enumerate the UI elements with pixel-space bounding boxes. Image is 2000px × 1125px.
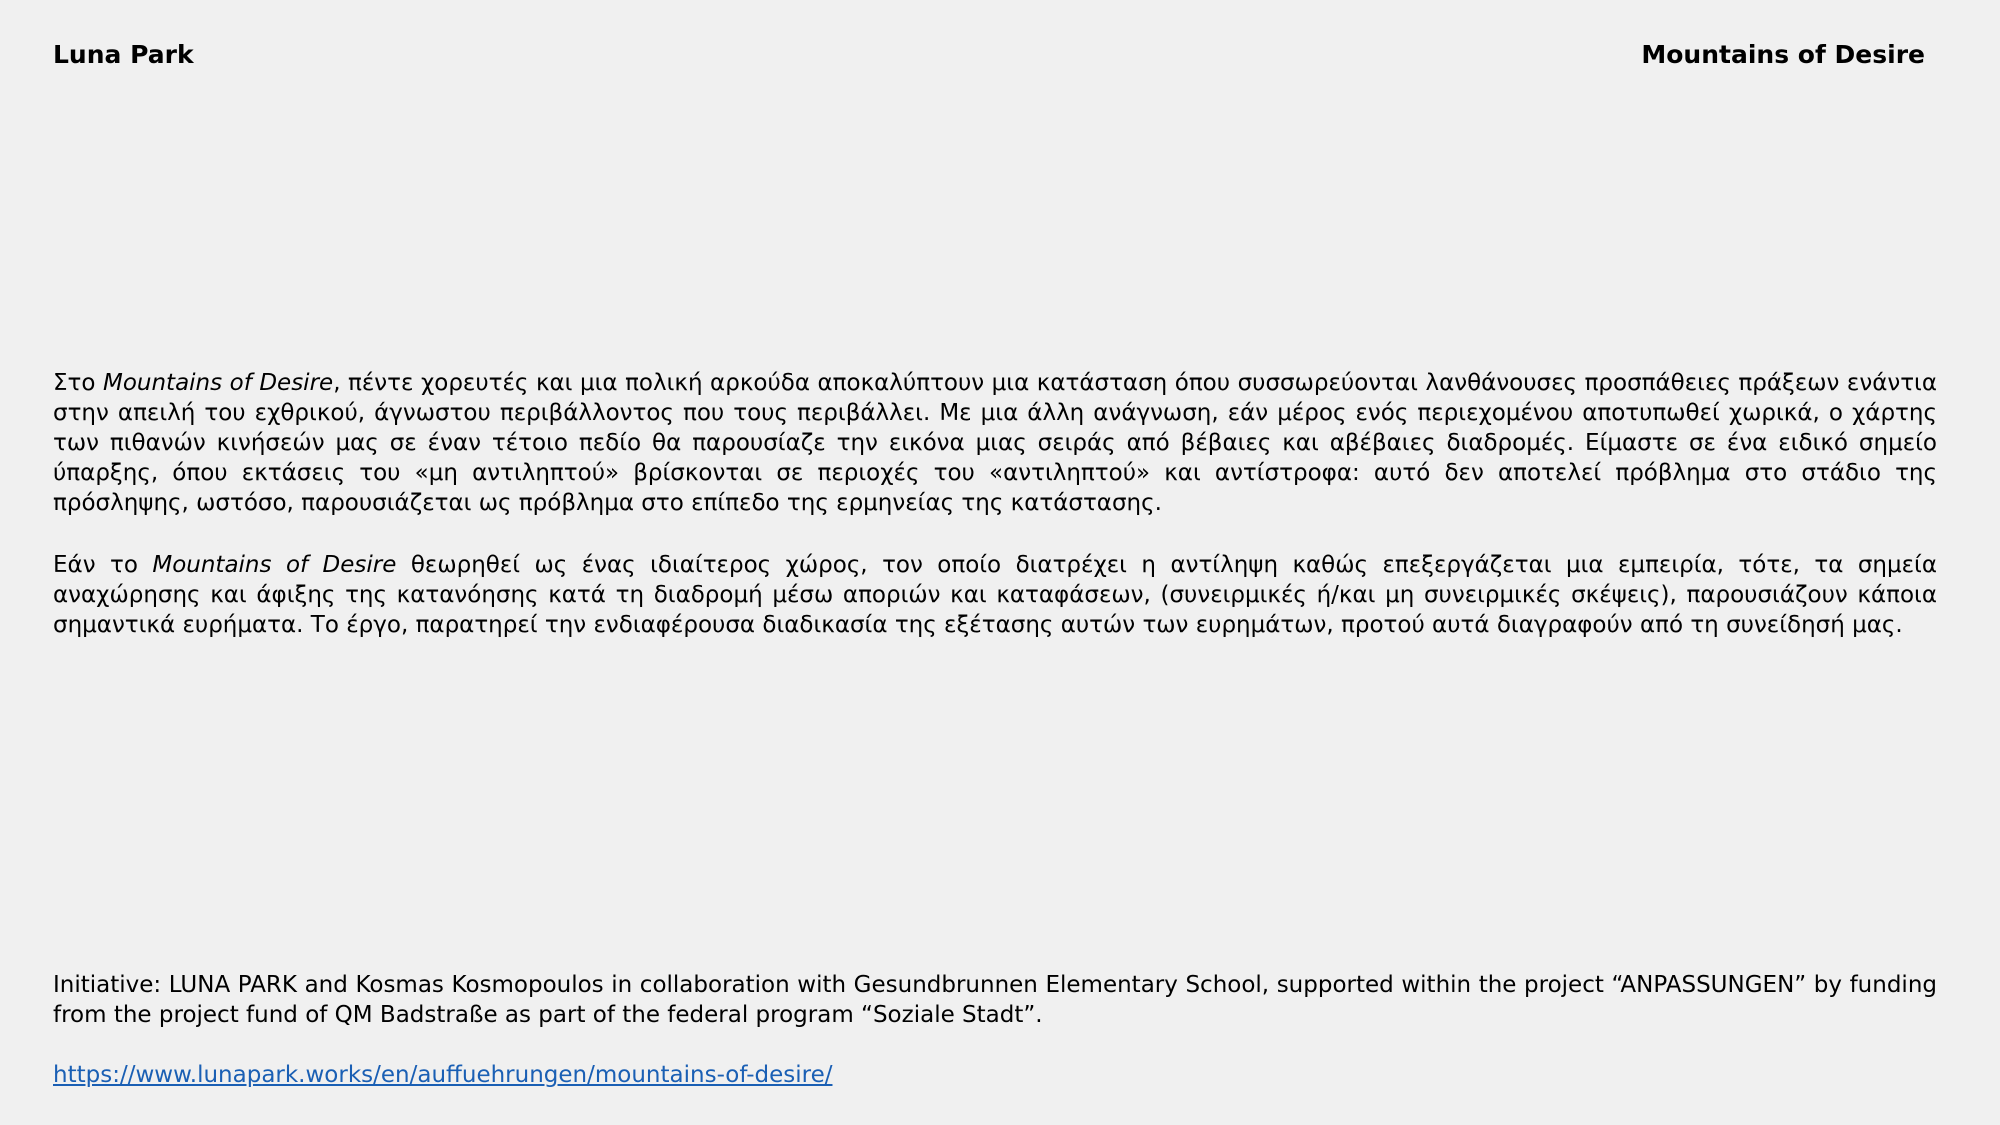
paragraph-2-work-title: Mountains of Desire [152,552,397,578]
description-paragraph-2 [53,550,1937,640]
description-paragraph-1 [53,368,1937,518]
header-right-title: Mountains of Desire [1641,40,1925,69]
paragraph-2-text: θεωρηθεί ως ένας ιδιαίτερος χώρος, τον οποίο διατρέχει η αντίληψη καθώς επεξεργάζεται μια εμπειρία, τότε, τα σημεία αναχώρησης και άφιξης της κατανόησης κατά τη διαδρομή μέσω αποριών και καταφάσεων, (συνειρμικές ή/και μη συνειρμικές σκέψεις), παρουσιάζουν κάποια σημαντικά ευρήματα. Το έργο, παρατηρεί την ενδιαφέρουσα διαδικασία της εξέτασης αυτών των ευρημάτων, προτού αυτά διαγραφούν από τη συνείδησή μας. [53,552,1938,638]
paragraph-1-work-title: Mountains of Desire [102,370,334,396]
header-left-title: Luna Park [53,40,194,69]
paragraph-1-intro: Στο [53,370,103,396]
paragraph-1-text: , πέντε χορευτές και μια πολική αρκούδα αποκαλύπτουν μια κατάσταση όπου συσσωρεύονται λανθάνουσες προσπάθειες πράξεων ενάντια στην απειλή του εχθρικού, άγνωστου περιβάλλοντος που τους περιβάλλει. Με μια άλλη ανάγνωση, εάν μέρος ενός περιεχομένου αποτυπωθεί χωρικά, ο χάρτης των πιθανών κινήσεών μας σε έναν τέτοιο πεδίο θα παρουσίαζε την εικόνα μιας σειράς από βέβαιες και αβέβαιες διαδρομές. Είμαστε σε ένα ειδικό σημείο ύπαρξης, όπου εκτάσεις του «μη αντιληπτού» βρίσκονται σε περιοχές του «αντιληπτού» και αντίστροφα: αυτό δεν αποτελεί πρόβλημα στο στάδιο της πρόσληψης, ωστόσο, παρουσιάζεται ως πρόβλημα στο επίπεδο της ερμηνείας της κατάστασης. [53,370,1938,516]
credits-paragraph: Initiative: LUNA PARK and Kosmas Kosmopoulos in collaboration with Gesundbrunnen Elementary School, supported within the project “ANPASSUNGEN” by funding from the project fund of QM Badstraße as part of the federal program “Soziale Stadt”. [53,972,1937,1028]
project-link[interactable]: https://www.lunapark.works/en/auffuehrungen/mountains-of-desire/ [53,1062,833,1088]
paragraph-2-intro: Εάν το [53,552,153,578]
